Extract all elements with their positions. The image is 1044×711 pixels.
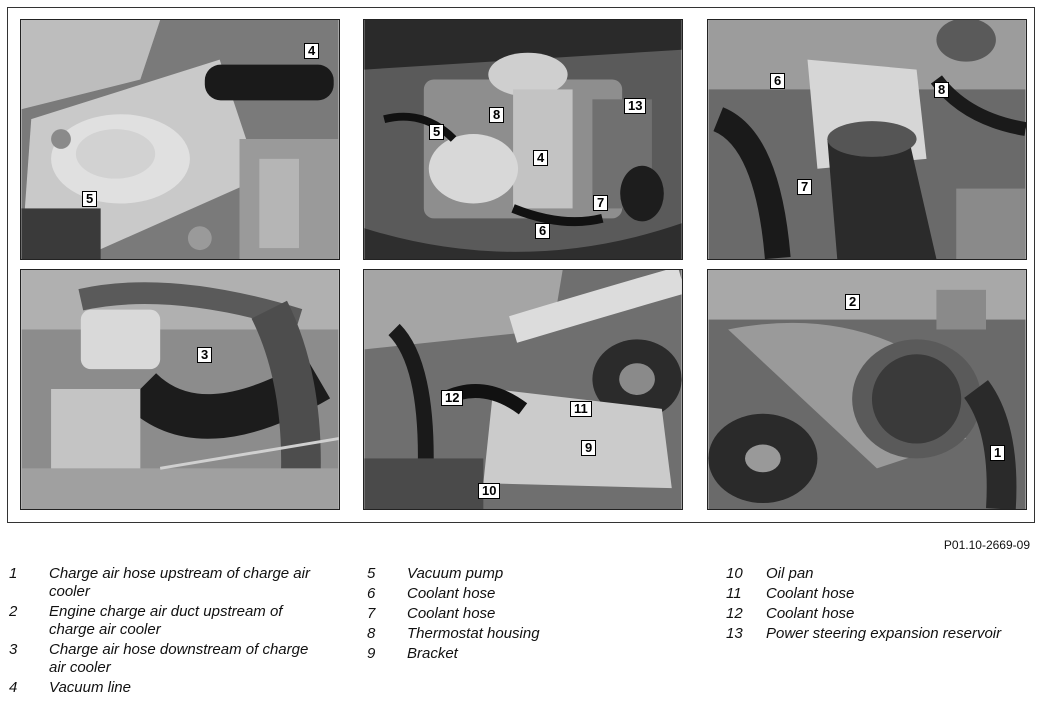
legend-number: 13 [726, 625, 743, 642]
legend-text: Coolant hose [407, 585, 496, 602]
photo-charge-air-hose [20, 269, 340, 510]
legend-number: 3 [9, 641, 18, 658]
legend-text: Power steering expansion reservoir [766, 625, 1002, 642]
engine-photo-4 [21, 270, 339, 509]
engine-photo-1 [21, 20, 339, 259]
callout-1: 1 [990, 445, 1005, 461]
callout-4: 4 [304, 43, 319, 59]
photo-charge-air-duct [707, 269, 1027, 510]
callout-10: 10 [478, 483, 500, 499]
legend-column-3 [726, 565, 1036, 645]
legend-text: Bracket [407, 645, 458, 662]
callout-13: 13 [624, 98, 646, 114]
legend-item [9, 641, 329, 677]
callout-12: 12 [441, 390, 463, 406]
callout-7: 7 [797, 179, 812, 195]
legend-item [726, 625, 1036, 643]
legend-number: 2 [9, 603, 18, 620]
legend-number: 6 [367, 585, 376, 602]
legend-item [9, 679, 329, 697]
figure-code: P01.10-2669-09 [943, 538, 1030, 552]
legend-item [9, 565, 329, 601]
legend-number: 1 [9, 565, 18, 582]
legend-text: Charge air hose downstream of charge air cooler [49, 641, 309, 676]
legend-text: Vacuum line [49, 679, 131, 696]
callout-6: 6 [770, 73, 785, 89]
legend-number: 5 [367, 565, 376, 582]
engine-photo-5 [364, 270, 682, 509]
engine-photo-2 [364, 20, 682, 259]
legend-text: Vacuum pump [407, 565, 504, 582]
callout-5: 5 [429, 124, 444, 140]
callout-4: 4 [533, 150, 548, 166]
legend-item [9, 603, 329, 639]
legend-item [367, 645, 687, 663]
engine-photo-3 [708, 20, 1026, 259]
legend-text: Coolant hose [766, 585, 855, 602]
legend-text: Coolant hose [766, 605, 855, 622]
legend-item [367, 565, 687, 583]
photo-vacuum-pump [20, 19, 340, 260]
legend-text: Oil pan [766, 565, 814, 582]
legend-number: 12 [726, 605, 743, 622]
legend-number: 8 [367, 625, 376, 642]
legend-text: Engine charge air duct upstream of charge air cooler [49, 603, 283, 638]
legend-number: 9 [367, 645, 376, 662]
legend-text: Charge air hose upstream of charge air cooler [49, 565, 310, 600]
photo-oil-pan [363, 269, 683, 510]
callout-5: 5 [82, 191, 97, 207]
callout-3: 3 [197, 347, 212, 363]
legend-item [367, 585, 687, 603]
callout-11: 11 [570, 401, 592, 417]
legend-column-2 [367, 565, 687, 665]
legend-number: 10 [726, 565, 743, 582]
callout-2: 2 [845, 294, 860, 310]
legend-number: 4 [9, 679, 18, 696]
legend-item [726, 585, 1036, 603]
callout-6: 6 [535, 223, 550, 239]
legend-number: 7 [367, 605, 376, 622]
legend-item [367, 605, 687, 623]
photo-engine-overview [363, 19, 683, 260]
legend-text: Coolant hose [407, 605, 496, 622]
legend-item [726, 565, 1036, 583]
callout-9: 9 [581, 440, 596, 456]
callout-8: 8 [489, 107, 504, 123]
legend-number: 11 [726, 585, 742, 602]
callout-7: 7 [593, 195, 608, 211]
photo-thermostat-housing [707, 19, 1027, 260]
legend-text: Thermostat housing [407, 625, 540, 642]
legend-item [726, 605, 1036, 623]
legend-item [367, 625, 687, 643]
callout-8: 8 [934, 82, 949, 98]
legend-column-1 [9, 565, 329, 699]
engine-photo-6 [708, 270, 1026, 509]
